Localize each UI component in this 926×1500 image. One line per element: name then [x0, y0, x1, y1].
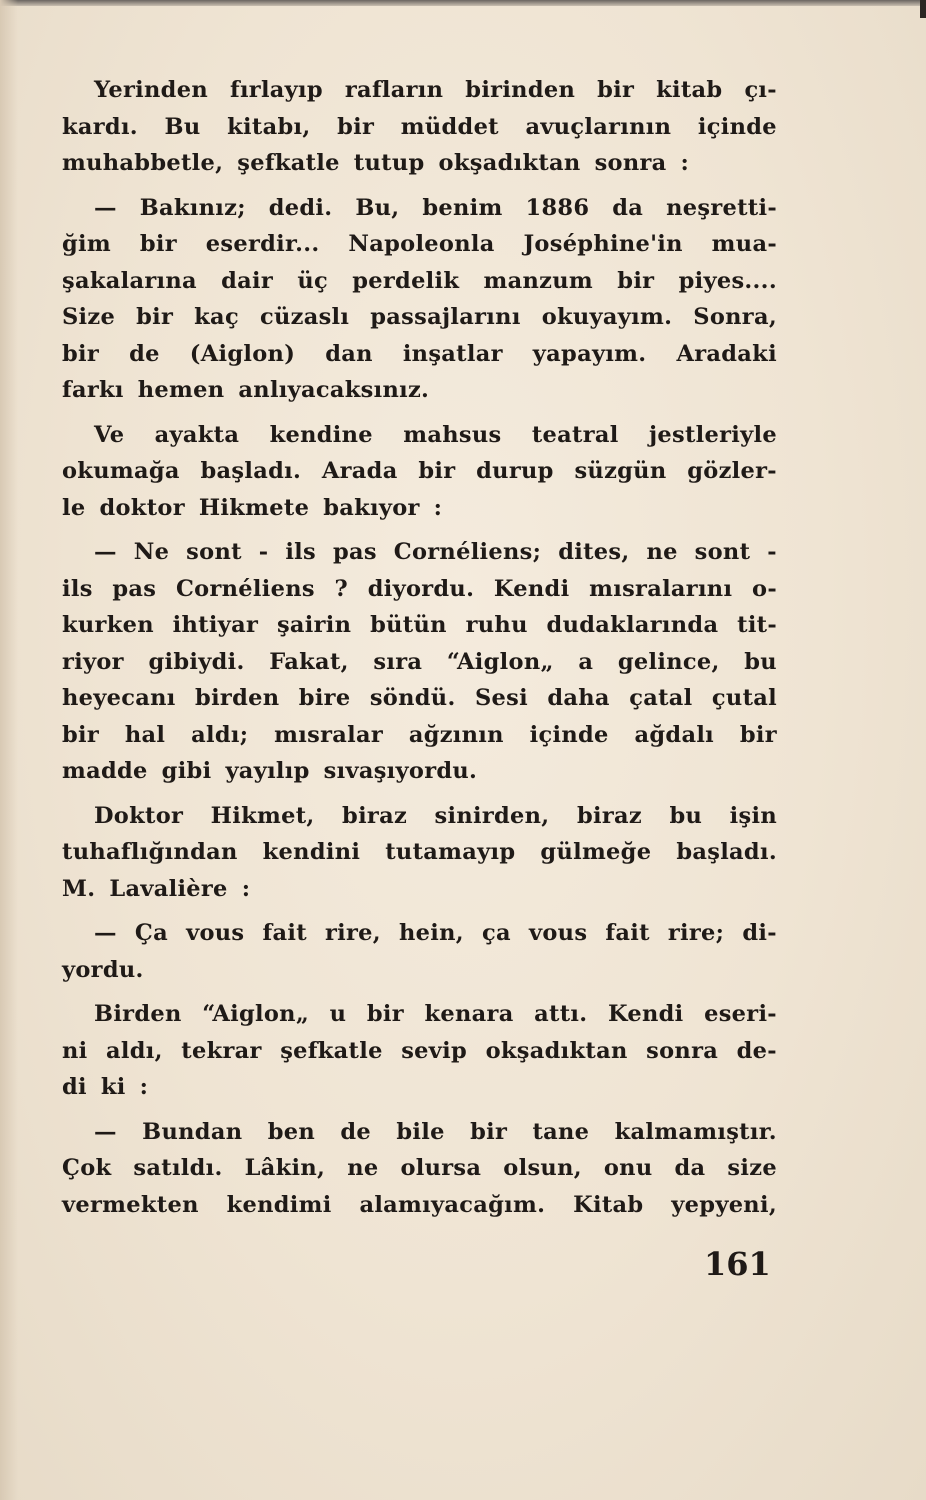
- text-line: riyor gibiydi. Fakat, sıra “Aiglon„ a gelince, bu: [62, 648, 777, 675]
- text-line: M. Lavalière :: [62, 875, 251, 902]
- text-line: — Ne sont - ils pas Cornéliens; dites, ne sont -: [94, 539, 777, 565]
- text-line: Birden “Aiglon„ u bir kenara attı. Kendi eseri-: [94, 1001, 777, 1027]
- paragraph: [62, 72, 777, 182]
- page-number: 161: [704, 1245, 771, 1283]
- text-line: Yerinden fırlayıp rafların birinden bir kitab çı-: [94, 77, 777, 103]
- text-line: Ve ayakta kendine mahsus teatral jestleriyle: [94, 421, 777, 448]
- text-line: kardı. Bu kitabı, bir müddet avuçlarının içinde: [62, 113, 777, 140]
- text-line: şakalarına dair üç perdelik manzum bir piyes....: [62, 267, 777, 294]
- text-line: kurken ihtiyar şairin bütün ruhu dudaklarında tit-: [62, 612, 777, 638]
- paragraph: [62, 534, 777, 790]
- text-line: vermekten kendimi alamıyacağım. Kitab yepyeni,: [62, 1191, 777, 1218]
- paragraph-gap: [62, 790, 777, 798]
- paragraph-gap: [62, 409, 777, 417]
- text-line: — Ça vous fait rire, hein, ça vous fait rire; di-: [94, 920, 777, 946]
- text-line: ni aldı, tekrar şefkatle sevip okşadıktan sonra de-: [62, 1037, 777, 1064]
- paragraph-gap: [62, 988, 777, 996]
- text-line: — Bakınız; dedi. Bu, benim 1886 da neşretti-: [94, 194, 777, 221]
- corner-mark: [920, 0, 926, 18]
- text-line: di ki :: [62, 1074, 149, 1100]
- paragraph: [62, 190, 777, 409]
- body-text: [62, 72, 777, 1223]
- paragraph: [62, 1114, 777, 1224]
- text-line: ğim bir eserdir... Napoleonla Joséphine'in mua-: [62, 231, 777, 257]
- text-line: ils pas Cornéliens ? diyordu. Kendi mısralarını o-: [62, 575, 777, 602]
- text-line: Doktor Hikmet, biraz sinirden, biraz bu işin: [94, 802, 777, 829]
- text-line: madde gibi yayılıp sıvaşıyordu.: [62, 758, 478, 784]
- text-line: bir hal aldı; mısralar ağzının içinde ağdalı bir: [62, 721, 777, 748]
- paragraph-gap: [62, 526, 777, 534]
- text-line: le doktor Hikmete bakıyor :: [62, 494, 443, 521]
- text-line: heyecanı birden bire söndü. Sesi daha çatal çutal: [62, 685, 777, 711]
- text-line: Size bir kaç cüzaslı passajlarını okuyayım. Sonra,: [62, 304, 777, 330]
- text-line: yordu.: [62, 956, 144, 983]
- page-top-edge: [0, 0, 926, 6]
- text-line: farkı hemen anlıyacaksınız.: [62, 377, 430, 403]
- paragraph: [62, 996, 777, 1106]
- paragraph: [62, 417, 777, 527]
- text-line: — Bundan ben de bile bir tane kalmamıştır.: [94, 1118, 777, 1145]
- paragraph-gap: [62, 182, 777, 190]
- paragraph-gap: [62, 907, 777, 915]
- text-line: okumağa başladı. Arada bir durup süzgün gözler-: [62, 458, 777, 484]
- paragraph: [62, 798, 777, 908]
- paragraph-gap: [62, 1106, 777, 1114]
- paragraph: [62, 915, 777, 988]
- text-line: bir de (Aiglon) dan inşatlar yapayım. Aradaki: [62, 340, 777, 367]
- text-line: muhabbetle, şefkatle tutup okşadıktan sonra :: [62, 150, 690, 176]
- text-line: Çok satıldı. Lâkin, ne olursa olsun, onu da size: [62, 1155, 777, 1181]
- text-line: tuhaflığından kendini tutamayıp gülmeğe başladı.: [62, 839, 777, 865]
- page-binding-shadow: [0, 0, 18, 1500]
